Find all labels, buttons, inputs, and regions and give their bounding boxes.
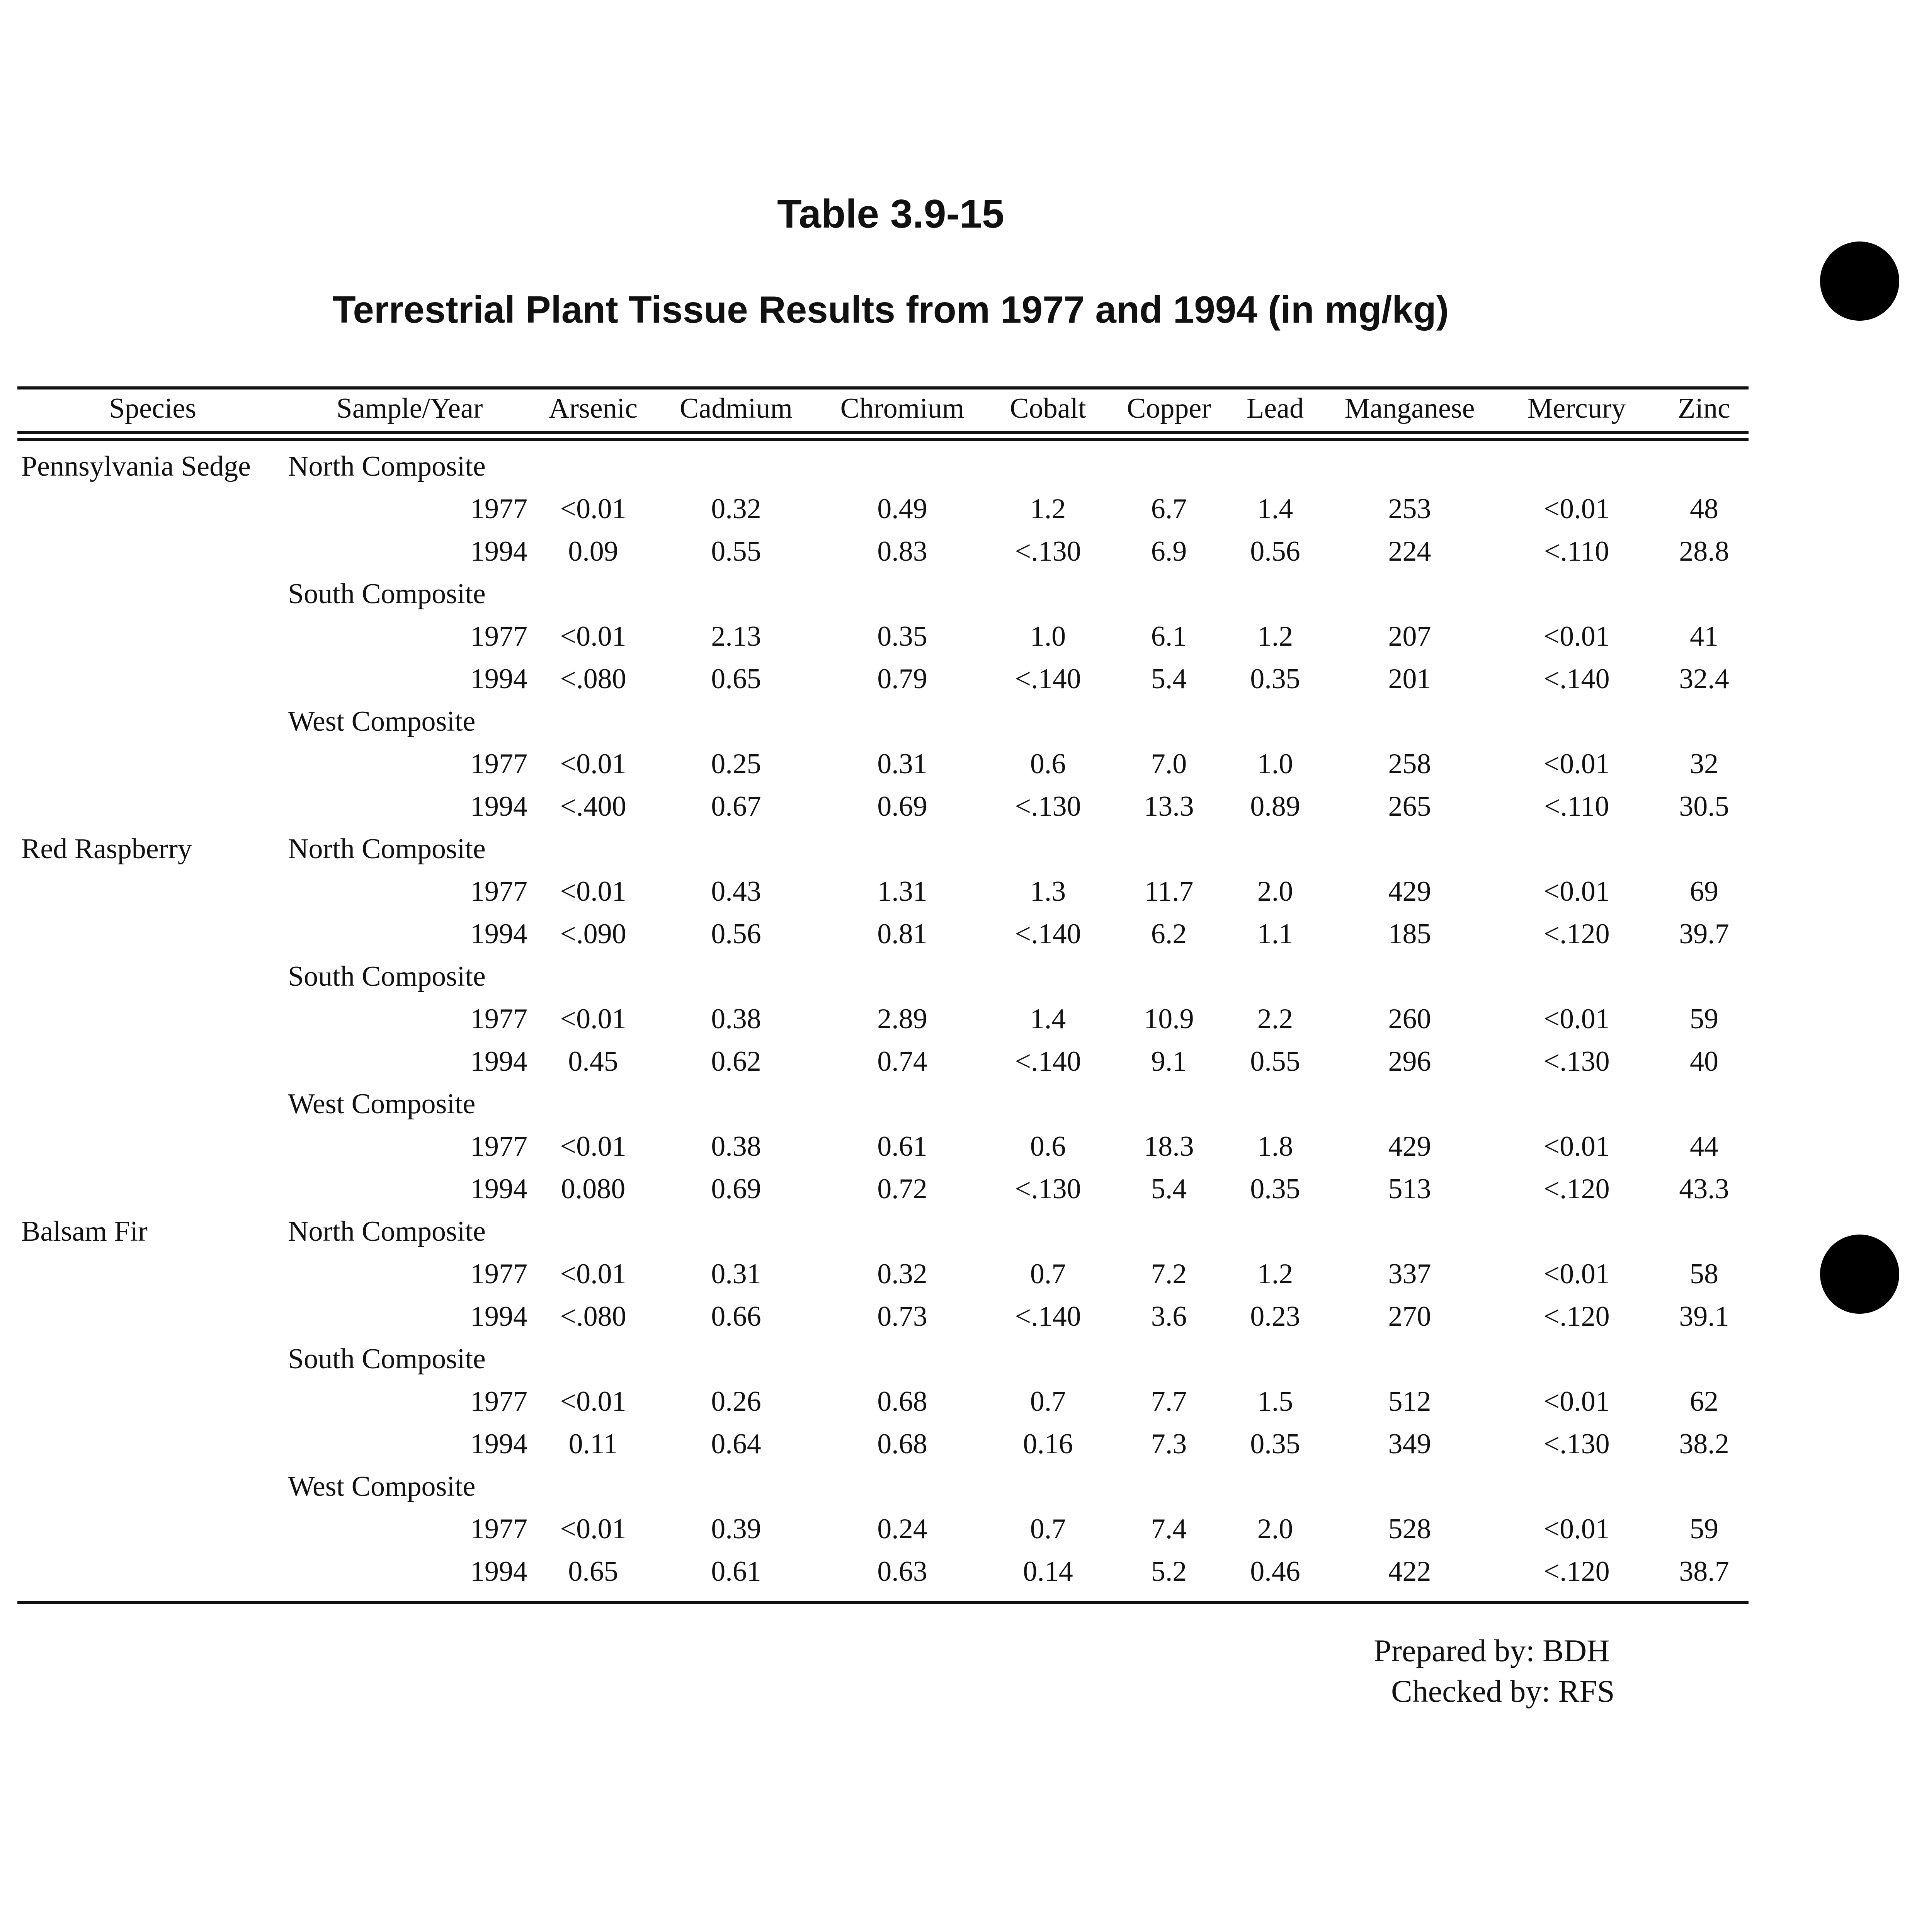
value-cell: 0.14 (1023, 1556, 1073, 1587)
value-cell: 1.0 (1030, 621, 1066, 652)
checked-by: Checked by: RFS (1391, 1673, 1615, 1709)
value-cell: 1.5 (1257, 1386, 1293, 1417)
value-cell: 38.2 (1679, 1428, 1729, 1460)
value-cell: 0.79 (877, 663, 927, 695)
sample-year: 1994 (470, 791, 527, 822)
value-cell: 0.32 (711, 493, 761, 525)
species-name: Red Raspberry (21, 833, 192, 865)
value-cell: 0.7 (1030, 1386, 1066, 1417)
value-cell: 39.1 (1679, 1301, 1729, 1332)
value-cell: 513 (1388, 1173, 1431, 1205)
value-cell: <0.01 (560, 1513, 626, 1545)
value-cell: 18.3 (1144, 1131, 1194, 1162)
value-cell: <.080 (560, 1301, 626, 1332)
value-cell: 48 (1690, 493, 1718, 525)
sample-group-label: West Composite (288, 1471, 476, 1502)
sample-group-label: South Composite (288, 961, 486, 992)
value-cell: 0.31 (877, 748, 927, 780)
value-cell: <.130 (1543, 1428, 1610, 1460)
value-cell: 1.2 (1257, 1258, 1293, 1290)
value-cell: <.130 (1015, 1173, 1081, 1205)
sample-year: 1994 (470, 1428, 527, 1460)
column-header: Lead (1247, 393, 1304, 424)
value-cell: 2.89 (877, 1003, 927, 1035)
value-cell: 2.0 (1257, 876, 1293, 907)
prepared-by: Prepared by: BDH (1374, 1633, 1610, 1668)
column-header: Arsenic (548, 393, 638, 424)
value-cell: <0.01 (1543, 1131, 1610, 1162)
value-cell: 30.5 (1679, 791, 1729, 822)
sample-year: 1994 (470, 1173, 527, 1205)
value-cell: 1.2 (1030, 493, 1066, 525)
value-cell: 7.2 (1151, 1258, 1187, 1290)
column-header: Cobalt (1010, 393, 1086, 424)
value-cell: 39.7 (1679, 918, 1729, 950)
value-cell: <.080 (560, 663, 626, 695)
value-cell: 0.35 (1250, 1428, 1300, 1460)
value-cell: <0.01 (560, 1386, 626, 1417)
value-cell: <.120 (1543, 1173, 1610, 1205)
value-cell: 0.6 (1030, 1131, 1066, 1162)
value-cell: 0.63 (877, 1556, 927, 1587)
value-cell: 32 (1690, 748, 1718, 780)
value-cell: 207 (1388, 621, 1431, 652)
table-title: Terrestrial Plant Tissue Results from 1977 and 1994 (in mg/kg) (332, 288, 1449, 331)
sample-year: 1994 (470, 1301, 527, 1332)
sample-group-label: North Composite (288, 1216, 486, 1247)
value-cell: 0.72 (877, 1173, 927, 1205)
value-cell: 0.69 (877, 791, 927, 822)
value-cell: 0.69 (711, 1173, 761, 1205)
sample-year: 1977 (470, 748, 527, 780)
value-cell: 0.11 (568, 1428, 618, 1460)
value-cell: <.120 (1543, 1556, 1610, 1587)
value-cell: 0.09 (568, 536, 618, 567)
value-cell: 0.74 (877, 1046, 927, 1077)
value-cell: 0.62 (711, 1046, 761, 1077)
value-cell: 0.61 (711, 1556, 761, 1587)
value-cell: 0.7 (1030, 1513, 1066, 1545)
value-cell: <.130 (1543, 1046, 1610, 1077)
value-cell: 0.32 (877, 1258, 927, 1290)
table-top-rule (17, 386, 1749, 389)
value-cell: 429 (1388, 1131, 1431, 1162)
value-cell: 0.67 (711, 791, 761, 822)
sample-year: 1994 (470, 536, 527, 567)
value-cell: 9.1 (1151, 1046, 1187, 1077)
value-cell: <.130 (1015, 791, 1081, 822)
value-cell: <.140 (1015, 1301, 1081, 1332)
value-cell: 0.6 (1030, 748, 1066, 780)
value-cell: 0.66 (711, 1301, 761, 1332)
value-cell: <.090 (560, 918, 626, 950)
value-cell: 0.89 (1250, 791, 1300, 822)
sample-group-label: West Composite (288, 706, 476, 737)
sample-year: 1977 (470, 493, 527, 525)
value-cell: 0.38 (711, 1131, 761, 1162)
value-cell: 5.2 (1151, 1556, 1187, 1587)
value-cell: 6.2 (1151, 918, 1187, 950)
value-cell: <0.01 (1543, 1003, 1610, 1035)
value-cell: 0.68 (877, 1428, 927, 1460)
value-cell: 0.25 (711, 748, 761, 780)
sample-group-label: North Composite (288, 451, 486, 482)
value-cell: 0.45 (568, 1046, 618, 1077)
table-number: Table 3.9-15 (777, 192, 1004, 236)
value-cell: <0.01 (1543, 493, 1610, 525)
value-cell: <0.01 (1543, 1513, 1610, 1545)
column-header: Manganese (1344, 393, 1475, 424)
sample-year: 1977 (470, 1131, 527, 1162)
sample-year: 1994 (470, 918, 527, 950)
column-header: Mercury (1527, 393, 1626, 424)
value-cell: 0.65 (711, 663, 761, 695)
value-cell: <0.01 (1543, 748, 1610, 780)
value-cell: <0.01 (560, 1131, 626, 1162)
sample-year: 1977 (470, 1513, 527, 1545)
sample-year: 1994 (470, 663, 527, 695)
table-header-rule (17, 431, 1749, 434)
value-cell: 0.39 (711, 1513, 761, 1545)
value-cell: 349 (1388, 1428, 1431, 1460)
value-cell: 6.9 (1151, 536, 1187, 567)
sample-group-label: North Composite (288, 833, 486, 865)
value-cell: 0.35 (1250, 1173, 1300, 1205)
value-cell: 2.0 (1257, 1513, 1293, 1545)
value-cell: <0.01 (560, 1003, 626, 1035)
value-cell: <.400 (560, 791, 626, 822)
column-header: Chromium (840, 393, 964, 424)
value-cell: 1.3 (1030, 876, 1066, 907)
sample-year: 1994 (470, 1556, 527, 1587)
value-cell: 253 (1388, 493, 1431, 525)
value-cell: <.130 (1015, 536, 1081, 567)
value-cell: 0.56 (711, 918, 761, 950)
value-cell: 7.3 (1151, 1428, 1187, 1460)
species-name: Pennsylvania Sedge (21, 451, 251, 482)
value-cell: 429 (1388, 876, 1431, 907)
column-header: Cadmium (680, 393, 793, 424)
value-cell: 1.4 (1030, 1003, 1066, 1035)
value-cell: 28.8 (1679, 536, 1729, 567)
value-cell: 5.4 (1151, 663, 1187, 695)
value-cell: 10.9 (1144, 1003, 1194, 1035)
value-cell: 38.7 (1679, 1556, 1729, 1587)
value-cell: <0.01 (560, 1258, 626, 1290)
sample-year: 1977 (470, 621, 527, 652)
value-cell: 6.1 (1151, 621, 1187, 652)
value-cell: 528 (1388, 1513, 1431, 1545)
table-header-rule-double (17, 438, 1749, 441)
value-cell: <.140 (1015, 1046, 1081, 1077)
value-cell: 6.7 (1151, 493, 1187, 525)
value-cell: 2.13 (711, 621, 761, 652)
sample-year: 1977 (470, 876, 527, 907)
value-cell: <.110 (1544, 791, 1609, 822)
value-cell: 58 (1690, 1258, 1718, 1290)
value-cell: 41 (1690, 621, 1718, 652)
value-cell: 7.7 (1151, 1386, 1187, 1417)
value-cell: 0.81 (877, 918, 927, 950)
species-name: Balsam Fir (21, 1216, 148, 1247)
value-cell: 0.16 (1023, 1428, 1073, 1460)
punch-hole (1820, 242, 1899, 321)
value-cell: 59 (1690, 1003, 1718, 1035)
value-cell: 0.26 (711, 1386, 761, 1417)
value-cell: <.140 (1015, 663, 1081, 695)
sample-group-label: West Composite (288, 1088, 476, 1120)
value-cell: 0.55 (711, 536, 761, 567)
value-cell: 0.31 (711, 1258, 761, 1290)
value-cell: 2.2 (1257, 1003, 1293, 1035)
value-cell: 1.8 (1257, 1131, 1293, 1162)
column-header: Species (109, 393, 197, 424)
value-cell: 260 (1388, 1003, 1431, 1035)
value-cell: <0.01 (1543, 621, 1610, 652)
sample-group-label: South Composite (288, 1343, 486, 1375)
value-cell: 0.83 (877, 536, 927, 567)
value-cell: 0.24 (877, 1513, 927, 1545)
value-cell: 7.4 (1151, 1513, 1187, 1545)
sample-year: 1977 (470, 1258, 527, 1290)
value-cell: 512 (1388, 1386, 1431, 1417)
value-cell: 44 (1690, 1131, 1718, 1162)
sample-year: 1977 (470, 1003, 527, 1035)
column-header: Zinc (1678, 393, 1730, 424)
value-cell: 1.2 (1257, 621, 1293, 652)
value-cell: 0.56 (1250, 536, 1300, 567)
value-cell: <0.01 (560, 621, 626, 652)
value-cell: 43.3 (1679, 1173, 1729, 1205)
value-cell: 3.6 (1151, 1301, 1187, 1332)
value-cell: 224 (1388, 536, 1431, 567)
table-bottom-rule (17, 1601, 1749, 1604)
sample-year: 1977 (470, 1386, 527, 1417)
value-cell: 0.49 (877, 493, 927, 525)
value-cell: <.140 (1015, 918, 1081, 950)
value-cell: 40 (1690, 1046, 1718, 1077)
value-cell: <.110 (1544, 536, 1609, 567)
value-cell: 32.4 (1679, 663, 1729, 695)
value-cell: <0.01 (560, 493, 626, 525)
value-cell: <0.01 (1543, 876, 1610, 907)
value-cell: 0.35 (1250, 663, 1300, 695)
value-cell: <.120 (1543, 1301, 1610, 1332)
value-cell: <0.01 (560, 876, 626, 907)
value-cell: 0.080 (561, 1173, 626, 1205)
value-cell: 0.64 (711, 1428, 761, 1460)
value-cell: 265 (1388, 791, 1431, 822)
value-cell: 0.68 (877, 1386, 927, 1417)
value-cell: 0.43 (711, 876, 761, 907)
value-cell: 69 (1690, 876, 1718, 907)
value-cell: 0.46 (1250, 1556, 1300, 1587)
value-cell: 422 (1388, 1556, 1431, 1587)
sample-group-label: South Composite (288, 578, 486, 610)
value-cell: 201 (1388, 663, 1431, 695)
value-cell: 0.35 (877, 621, 927, 652)
sample-year: 1994 (470, 1046, 527, 1077)
value-cell: 59 (1690, 1513, 1718, 1545)
value-cell: 1.0 (1257, 748, 1293, 780)
value-cell: <0.01 (1543, 1258, 1610, 1290)
value-cell: 13.3 (1144, 791, 1194, 822)
value-cell: 296 (1388, 1046, 1431, 1077)
value-cell: 11.7 (1144, 876, 1194, 907)
value-cell: 0.23 (1250, 1301, 1300, 1332)
value-cell: 185 (1388, 918, 1431, 950)
value-cell: 337 (1388, 1258, 1431, 1290)
value-cell: 270 (1388, 1301, 1431, 1332)
value-cell: 62 (1690, 1386, 1718, 1417)
value-cell: 0.55 (1250, 1046, 1300, 1077)
value-cell: 7.0 (1151, 748, 1187, 780)
value-cell: 0.65 (568, 1556, 618, 1587)
value-cell: <.120 (1543, 918, 1610, 950)
value-cell: <0.01 (560, 748, 626, 780)
value-cell: 5.4 (1151, 1173, 1187, 1205)
value-cell: <.140 (1543, 663, 1610, 695)
value-cell: 0.7 (1030, 1258, 1066, 1290)
column-header: Copper (1127, 393, 1211, 424)
value-cell: 258 (1388, 748, 1431, 780)
value-cell: 0.61 (877, 1131, 927, 1162)
value-cell: 1.1 (1257, 918, 1293, 950)
punch-hole (1820, 1235, 1899, 1314)
column-header: Sample/Year (336, 393, 483, 424)
value-cell: <0.01 (1543, 1386, 1610, 1417)
value-cell: 0.73 (877, 1301, 927, 1332)
value-cell: 0.38 (711, 1003, 761, 1035)
value-cell: 1.4 (1257, 493, 1293, 525)
value-cell: 1.31 (877, 876, 927, 907)
